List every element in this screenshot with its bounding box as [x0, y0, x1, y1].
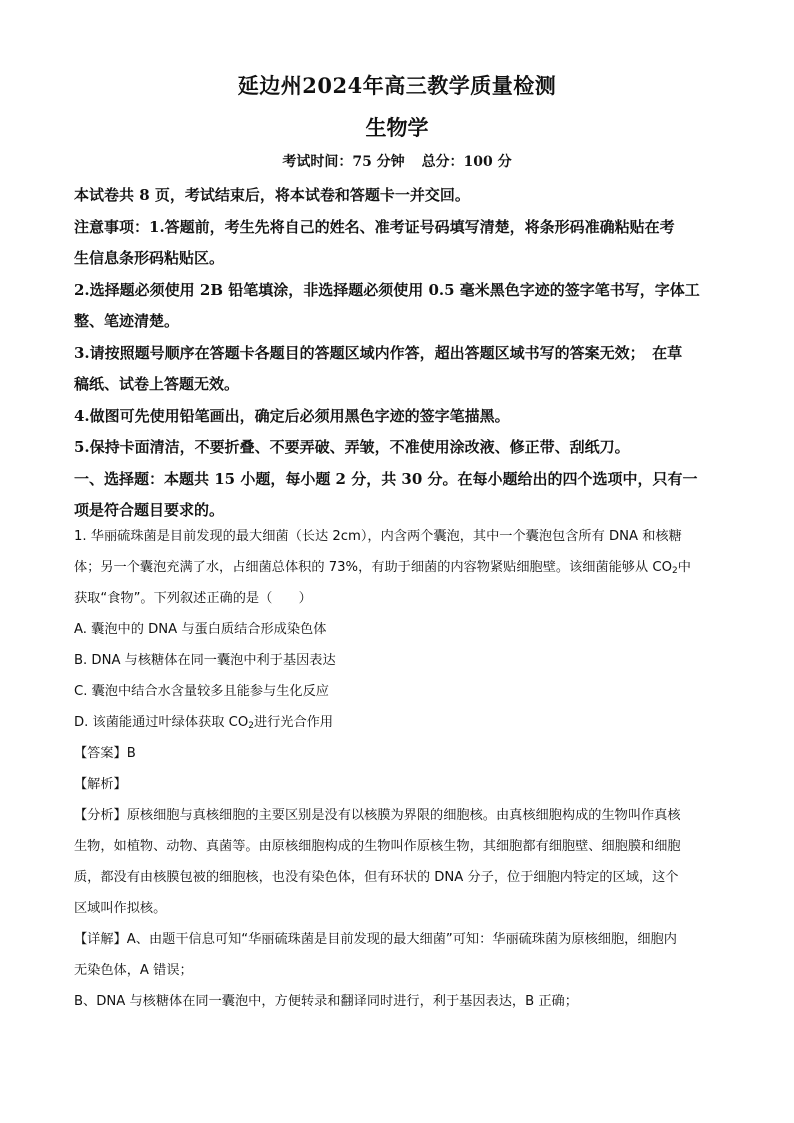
- note-2-line-2: 整、笔迹清楚。: [74, 312, 180, 330]
- stem-line-2-tail: 中: [677, 560, 691, 575]
- intro-line: 本试卷共 8 页，考试结束后，将本试卷和答题卡一并交回。: [74, 186, 470, 204]
- analysis-fenxi-line-1: 【分析】原核细胞与真核细胞的主要区别是没有以核膜为界限的细胞核。由真核细胞构成的生物叫作真核: [74, 808, 681, 823]
- option-b: B. DNA 与核糖体在同一囊泡中利于基因表达: [74, 653, 336, 668]
- detail-line-2: 无染色体，A 错误；: [74, 963, 193, 978]
- option-d-text: D. 该菌能通过叶绿体获取 CO: [74, 715, 249, 730]
- analysis-heading: 【解析】: [74, 777, 127, 792]
- note-2-line-1: 2.选择题必须使用 2B 铅笔填涂，非选择题必须使用 0.5 毫米黑色字迹的签字笔书写，字体工: [74, 280, 700, 299]
- analysis-fenxi-line-3: 质，都没有由核膜包被的细胞核，也没有染色体，但有环状的 DNA 分子，位于细胞内特定的区域，这个: [74, 870, 679, 885]
- stem-line-2-text: 体；另一个囊泡充满了水，占细菌总体积的 73%，有助于细菌的内容物紧贴细胞壁。该细菌能够从 CO: [74, 560, 672, 575]
- detail-line-3: B、DNA 与核糖体在同一囊泡中，方便转录和翻译同时进行，利于基因表达，B 正确；: [74, 994, 578, 1009]
- analysis-fenxi-line-4: 区域叫作拟核。: [74, 901, 167, 916]
- question-stem-line-2: [74, 552, 722, 583]
- option-c: C. 囊泡中结合水含量较多且能参与生化反应: [74, 684, 329, 699]
- option-d-subscript: 2: [248, 721, 254, 731]
- question-stem-line-3: 获取“食物”。下列叙述正确的是（ ）: [74, 591, 312, 606]
- note-3-line-2: 稿纸、试卷上答题无效。: [74, 375, 240, 393]
- subject-title: 生物学: [365, 115, 429, 140]
- section-1-heading-line-1: 一、选择题：本题共 15 小题，每小题 2 分，共 30 分。在每小题给出的四个选项中，只有一: [74, 469, 698, 488]
- note-1-line-1: 注意事项：1.答题前，考生先将自己的姓名、准考证号码填写清楚，将条形码准确粘贴在考: [74, 217, 675, 236]
- exam-info: [0, 151, 794, 171]
- detail-line-1: 【详解】A、由题干信息可知“华丽硫珠菌是目前发现的最大细菌”可知：华丽硫珠菌为原核细胞，细胞内: [74, 932, 677, 947]
- option-d: [74, 707, 722, 738]
- note-4: 4.做图可先使用铅笔画出，确定后必须用黑色字迹的签字笔描黑。: [74, 406, 510, 425]
- note-1-line-2: 生信息条形码粘贴区。: [74, 249, 225, 267]
- note-5: 5.保持卡面清洁，不要折叠、不要弄破、弄皱，不准使用涂改液、修正带、刮纸刀。: [74, 438, 630, 456]
- instructions-block: [74, 180, 722, 527]
- question-stem-line-1: 1. 华丽硫珠菌是目前发现的最大细菌（长达 2cm），内含两个囊泡，其中一个囊泡包含所有 DNA 和核糖: [74, 529, 682, 544]
- section-1-heading-line-2: 项是符合题目要求的。: [74, 501, 225, 519]
- answer-line: 【答案】B: [74, 746, 136, 761]
- question-1: [74, 521, 722, 1017]
- analysis-fenxi-line-2: 生物，如植物、动物、真菌等。由原核细胞构成的生物叫作原核生物，其细胞都有细胞壁、细胞膜和细胞: [74, 839, 681, 854]
- option-a: A. 囊泡中的 DNA 与蛋白质结合形成染色体: [74, 622, 327, 637]
- total-score: 总分：100 分: [421, 154, 512, 170]
- note-3-line-1: 3.请按照题号顺序在答题卡各题目的答题区域内作答，超出答题区域书写的答案无效； 在草: [74, 343, 683, 362]
- exam-title: 延边州2024年高三教学质量检测: [237, 73, 557, 98]
- exam-time: 考试时间：75 分钟: [282, 154, 405, 170]
- co2-subscript: 2: [671, 566, 678, 576]
- option-d-tail: 进行光合作用: [253, 715, 334, 730]
